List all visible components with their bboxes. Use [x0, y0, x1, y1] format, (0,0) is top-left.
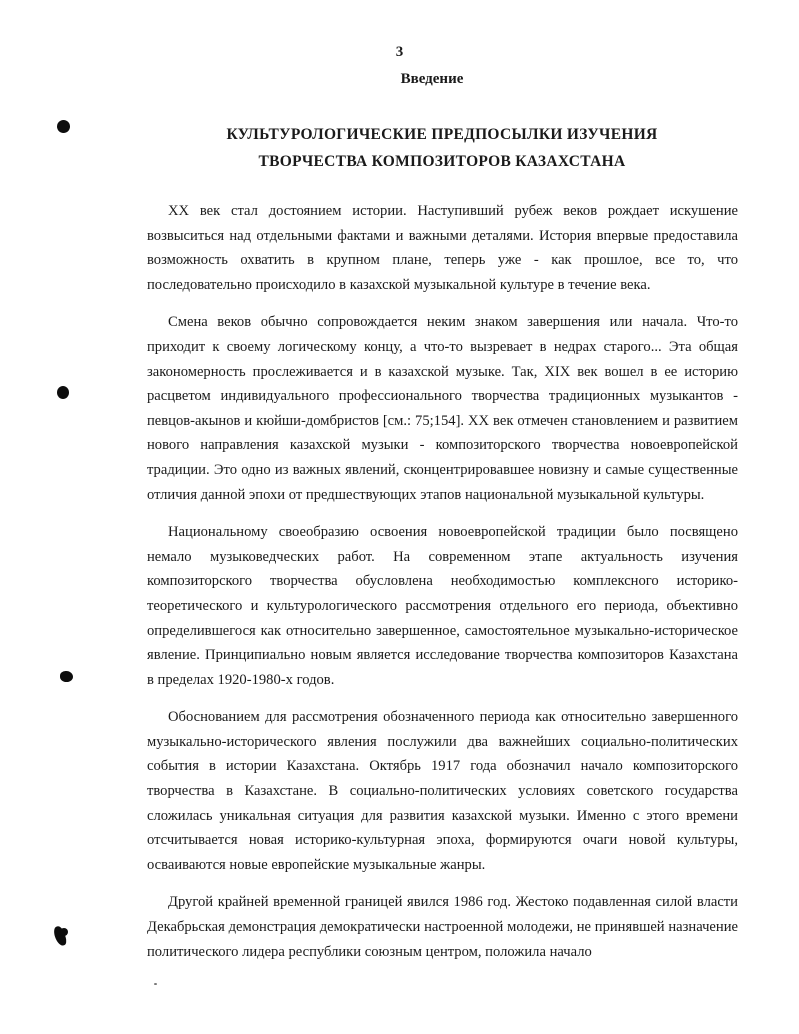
chapter-title: [0, 121, 799, 175]
chapter-title-line-1: КУЛЬТУРОЛОГИЧЕСКИЕ ПРЕДПОСЫЛКИ ИЗУЧЕНИЯ: [226, 126, 658, 143]
binding-hole-mark: [57, 120, 70, 133]
binding-hole-mark: [60, 671, 73, 682]
paragraph-2: Смена веков обычно сопровождается неким знаком завершения или начала. Что-то приходит к своему логическому концу, а что-то вызревает в недрах старого... Эта общая закономерность прослеживается и в казахской музыке. Так, XIX век вошел в ее историю расцветом индивидуального профессионального творчества традиционных музыкантов - певцов-акынов и кюйши-домбристов [см.: 75;154]. XX век отмечен становлением и развитием нового направления казахской музыки - композиторского творчества новоевропейской традиции. Это одно из важных явлений, сконцентрировавшее новизну и самые существенные отличия данной эпохи от предшествующих этапов национальной музыкальной культуры.: [147, 314, 738, 503]
binding-hole-mark: [57, 386, 69, 399]
binding-hole-mark: [60, 928, 68, 936]
paragraph-3: Национальному своеобразию освоения новоевропейской традиции было посвящено немало музыковедческих работ. На современном этапе актуальность изучения композиторского творчества обусловлена необходимостью комплексного историко-теоретического и культурологического рассмотрения отдельного его периода, объективно определившегося как относительно завершенное, самостоятельное музыкально-историческое явление. Принципиально новым является исследование творчества композиторов Казахстана в пределах 1920-1980-х годов.: [147, 524, 738, 688]
scan-speck: [154, 983, 157, 985]
body-text: [147, 199, 738, 964]
paragraph-5: Другой крайней временной границей явился 1986 год. Жестоко подавленная силой власти Декабрьская демонстрация демократически настроенной молодежи, не принявшей назначение политического лидера республики союзным центром, положила начало: [147, 894, 738, 960]
paragraph-1: XX век стал достоянием истории. Наступивший рубеж веков рождает искушение возвыситься над отдельными фактами и важными деталями. История впервые предоставила возможность охватить в крупном плане, теперь уже - как прошлое, все то, что последовательно происходило в казахской музыкальной культуре в течение века.: [147, 203, 738, 293]
page-number: 3: [395, 44, 404, 60]
section-label: Введение: [400, 71, 464, 87]
chapter-title-line-2: ТВОРЧЕСТВА КОМПОЗИТОРОВ КАЗАХСТАНА: [258, 153, 626, 170]
paragraph-4: Обоснованием для рассмотрения обозначенного периода как относительно завершенного музыкально-исторического явления послужили два важнейших социально-политических события в истории Казахстана. Октябрь 1917 года обозначил начало композиторского творчества в Казахстане. В социально-политических условиях советского государства сложилась уникальная ситуация для развития казахской музыки. Именно с этого времени отсчитывается новая историко-культурная эпоха, формируются очаги новой культуры, осваиваются новые европейские музыкальные жанры.: [147, 709, 738, 873]
